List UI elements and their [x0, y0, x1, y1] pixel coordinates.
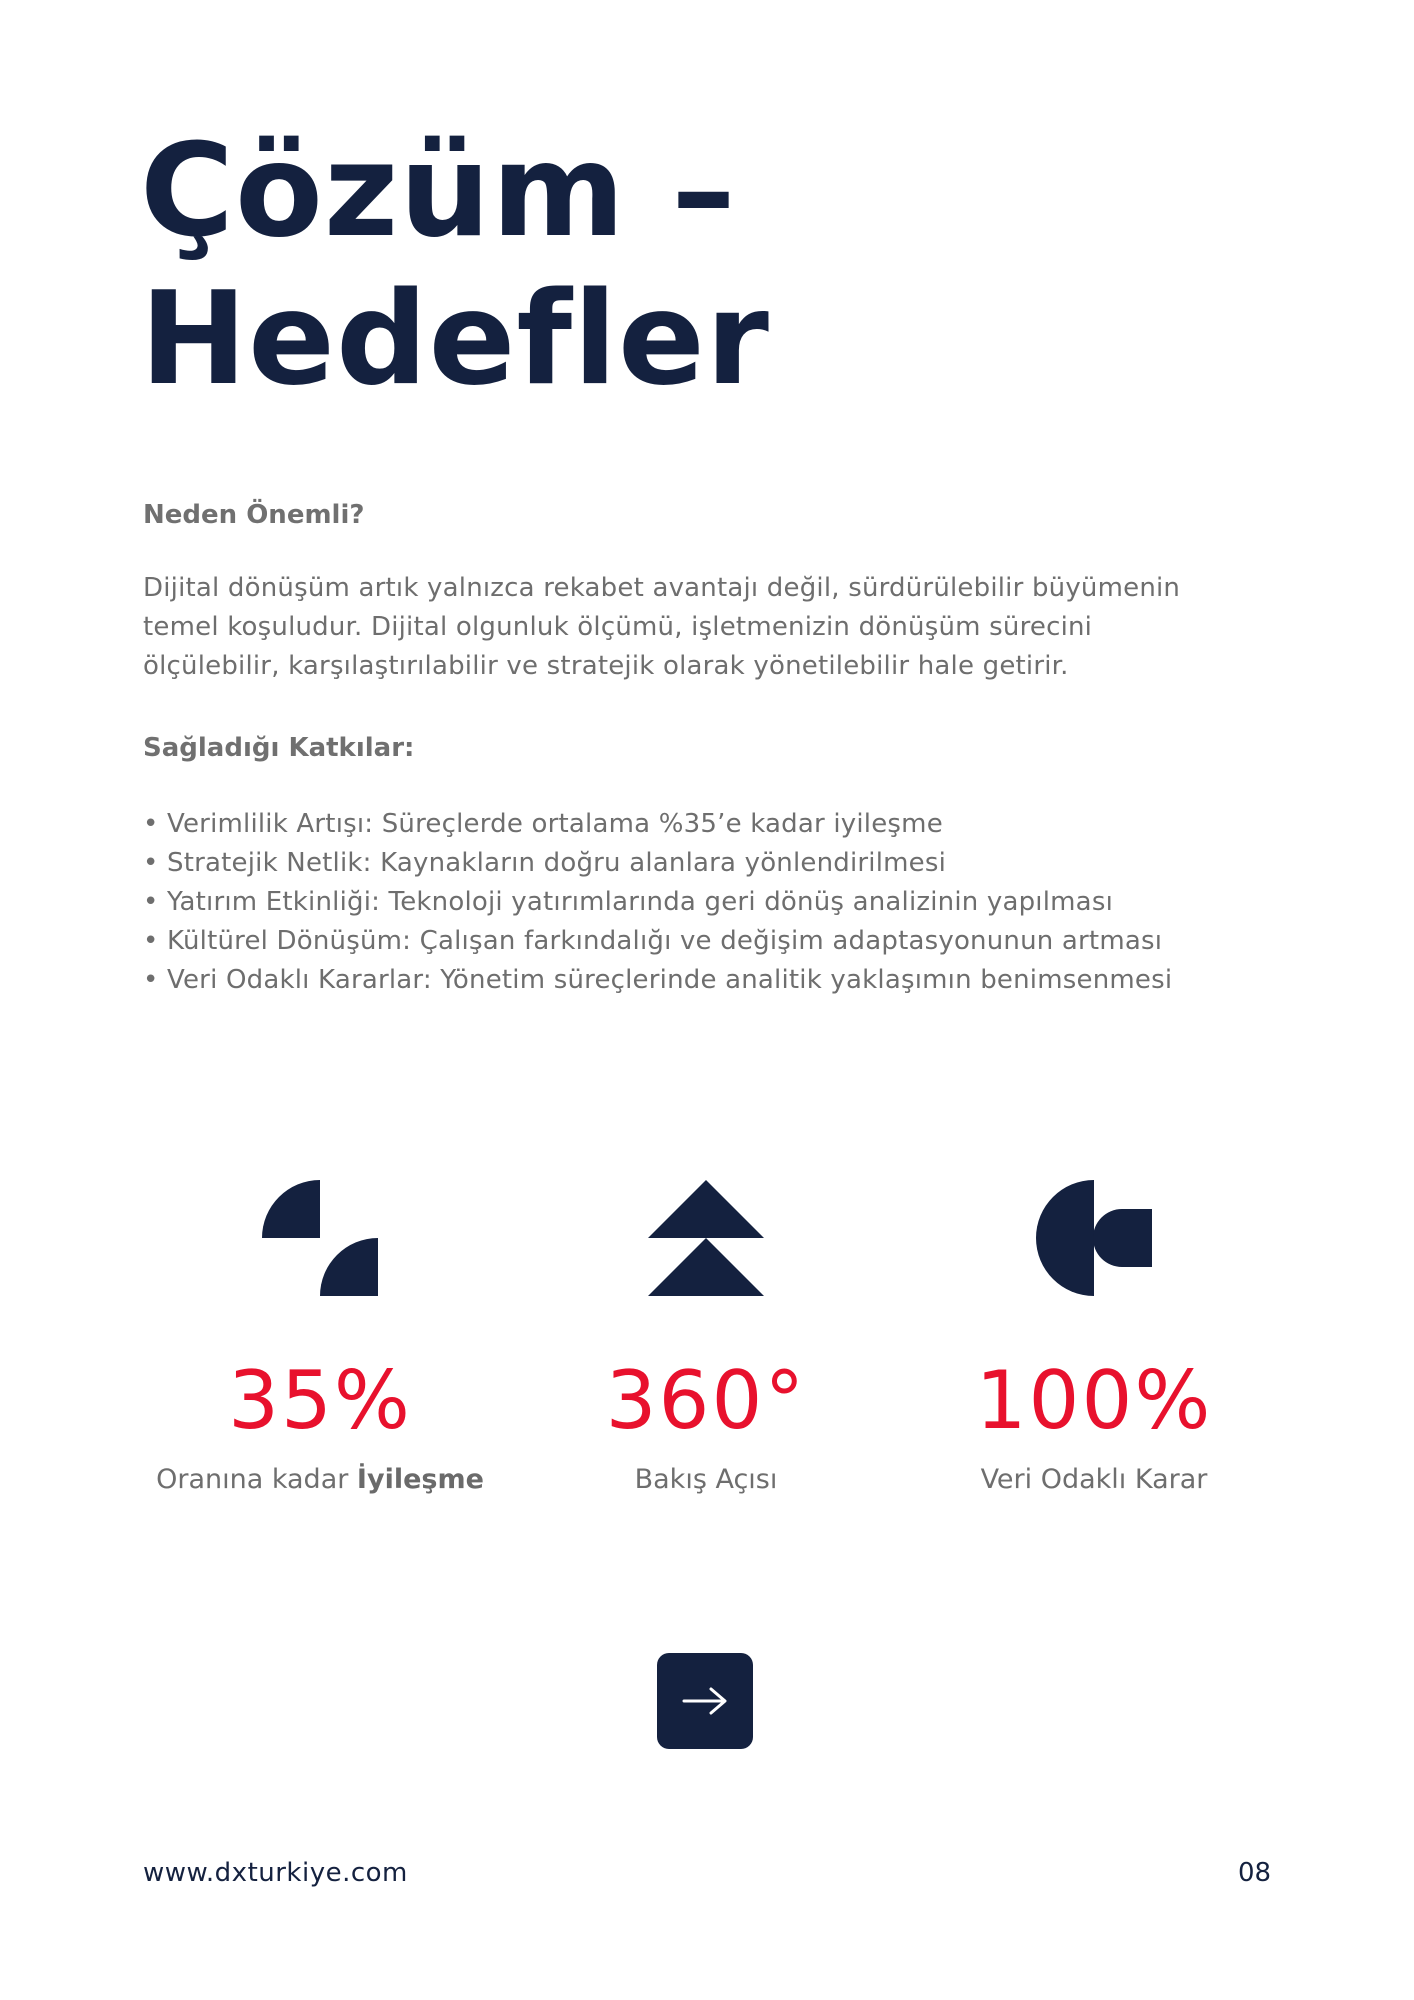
page-number: 08 — [1238, 1858, 1272, 1888]
list-item: • Stratejik Netlik: Kaynakların doğru alanlara yönlendirilmesi — [143, 844, 1172, 883]
footer-url[interactable]: www.dxturkiye.com — [143, 1858, 408, 1888]
list-item: • Yatırım Etkinliği: Teknoloji yatırımlarında geri dönüş analizinin yapılması — [143, 883, 1172, 922]
stat-perspective — [526, 1180, 886, 1495]
stat-label: Bakış Açısı — [634, 1464, 778, 1495]
page-title — [140, 118, 770, 414]
intro-line: Dijital dönüşüm artık yalnızca rekabet avantajı değil, sürdürülebilir büyümenin — [143, 573, 1181, 603]
list-item: • Verimlilik Artışı: Süreçlerde ortalama %35’e kadar iyileşme — [143, 805, 1172, 844]
stat-improvement — [140, 1180, 500, 1495]
stat-label-bold: İyileşme — [356, 1464, 484, 1495]
stat-label-prefix: Oranına kadar — [156, 1464, 357, 1495]
contributions-list — [143, 805, 1172, 1000]
list-item: • Veri Odaklı Kararlar: Yönetim süreçlerinde analitik yaklaşımın benimsenmesi — [143, 961, 1172, 1000]
stat-value: 100% — [975, 1354, 1213, 1447]
stat-label: Veri Odaklı Karar — [980, 1464, 1208, 1495]
list-item: • Kültürel Dönüşüm: Çalışan farkındalığı ve değişim adaptasyonunun artması — [143, 922, 1172, 961]
stat-label — [140, 1464, 500, 1495]
stat-value: 360° — [605, 1354, 807, 1447]
double-triangle-icon — [648, 1180, 764, 1296]
intro-line: temel koşuludur. Dijital olgunluk ölçümü, işletmenizin dönüşüm sürecini — [143, 612, 1093, 642]
intro-paragraph — [143, 569, 1293, 686]
title-line-2: Hedefler — [140, 265, 770, 414]
contributions-heading: Sağladığı Katkılar: — [143, 733, 415, 763]
intro-line: ölçülebilir, karşılaştırılabilir ve stratejik olarak yönetilebilir hale getirir. — [143, 651, 1069, 681]
stat-value: 35% — [228, 1354, 412, 1447]
arrow-right-icon — [681, 1685, 729, 1717]
next-page-button[interactable] — [657, 1653, 753, 1749]
quarter-circles-icon — [262, 1180, 378, 1296]
why-heading: Neden Önemli? — [143, 500, 365, 530]
half-circle-block-icon — [1036, 1180, 1152, 1296]
stat-data-driven — [914, 1180, 1274, 1495]
title-line-1: Çözüm – — [140, 117, 737, 266]
